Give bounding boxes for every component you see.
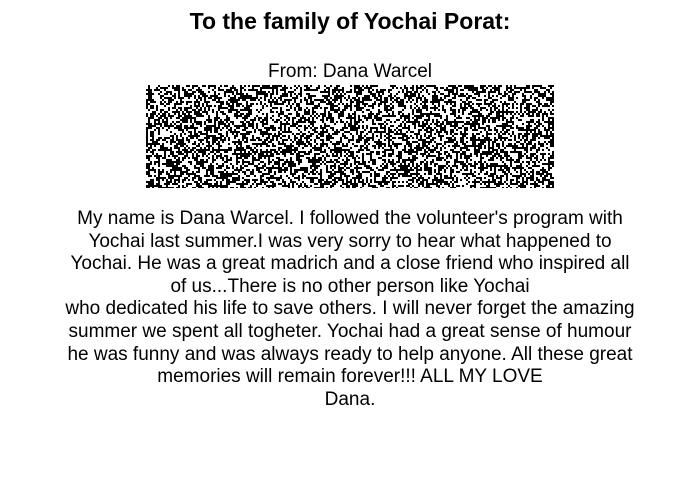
body-line: who dedicated his life to save others. I will never forget the amazing <box>65 298 635 320</box>
body-line: of us...There is no other person like Yochai <box>170 275 530 297</box>
redaction-noise-pixels <box>146 85 554 188</box>
letter-title: To the family of Yochai Porat: <box>189 8 511 34</box>
redaction-noise <box>146 85 554 188</box>
body-line: My name is Dana Warcel. I followed the volunteer's program with <box>77 208 623 229</box>
body-line: memories will remain forever!!! ALL MY LOVE <box>157 366 543 388</box>
from-line: From: Dana Warcel <box>268 61 432 82</box>
body-line: Yochai. He was a great madrich and a close friend who inspired all <box>70 253 630 275</box>
body-line: Yochai last summer.I was very sorry to hear what happened to <box>88 230 612 252</box>
letter-body <box>0 208 700 411</box>
body-line: Dana. <box>324 388 376 410</box>
body-line: summer we spent all togheter. Yochai had a great sense of humour <box>68 320 632 342</box>
body-line: he was funny and was always ready to help anyone. All these great <box>67 343 633 365</box>
redacted-address-block <box>146 85 554 188</box>
